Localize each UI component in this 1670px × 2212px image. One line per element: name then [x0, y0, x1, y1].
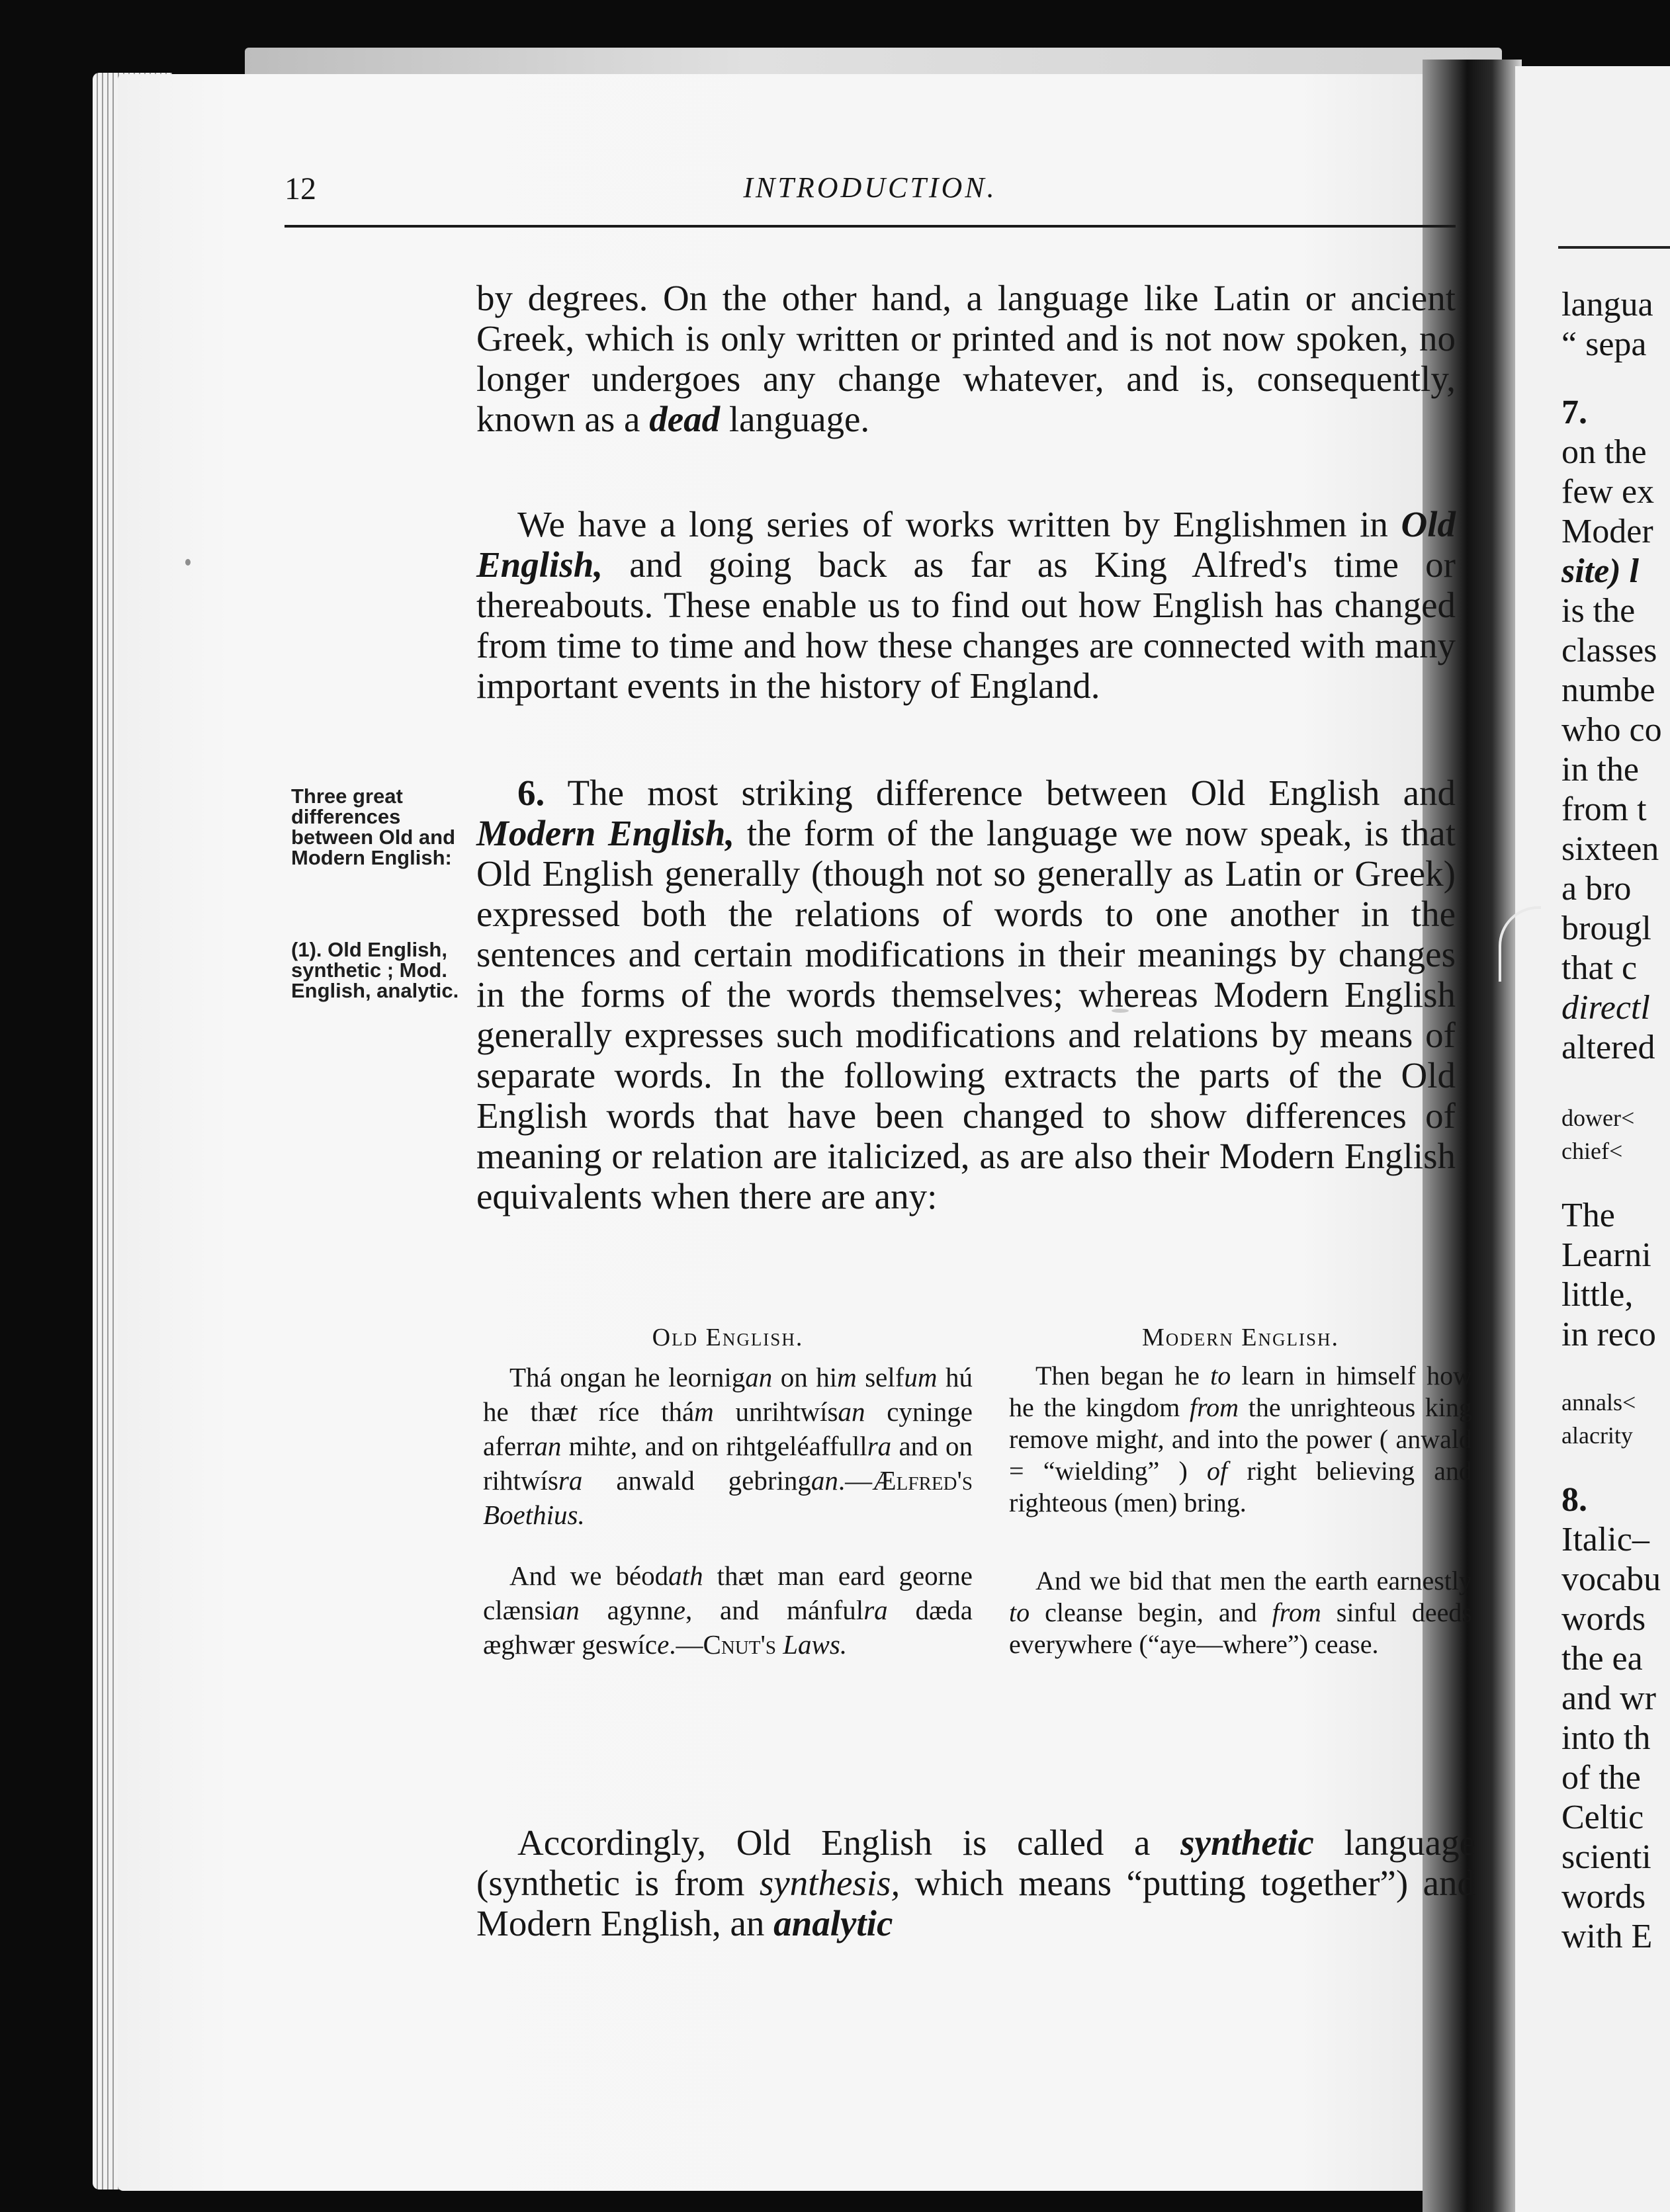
modern-english-passage-boethius: Then began he to learn in himself how he the kingdom from the unrighteous king remove might, and into the power ( anwald = “wielding” ) of right believing and righteous (men) bring. [1009, 1361, 1472, 1517]
text-run: Accordingly, Old English is called a [517, 1822, 1181, 1863]
right-page-line: in reco [1561, 1316, 1656, 1353]
right-page-line: The [1561, 1197, 1615, 1234]
right-page-line: altered [1561, 1029, 1655, 1066]
right-page-line: Learni [1561, 1236, 1651, 1274]
modern-english-passage-laws: And we bid that men the earth earnestly to cleanse begin, and from sinful deeds everywhere (“aye—where”) cease. [1009, 1566, 1472, 1659]
right-page-line: sixteen [1561, 830, 1659, 868]
text-run: We have a long series of works written by Englishmen in [517, 504, 1401, 544]
emphasis: synthesis, [759, 1863, 901, 1903]
right-page-line: on the [1561, 433, 1647, 471]
emphasis: synthetic [1180, 1822, 1314, 1863]
modern-english-heading: Modern English. [1142, 1324, 1339, 1351]
sidenote-synthetic-analytic [291, 939, 470, 1001]
text-run: language. [720, 399, 870, 439]
page-number: 12 [285, 171, 316, 206]
modern-english-column [1009, 1323, 1472, 1660]
text-run: language (synthetic is from [476, 1822, 1475, 1903]
sidenote-text: (1). Old English, synthetic ; Mod. English, analytic. [291, 938, 459, 1002]
old-english-heading: Old English. [652, 1324, 804, 1351]
right-page-line: words [1561, 1600, 1646, 1638]
right-page-line: site) l [1561, 552, 1639, 590]
text-run: the form of the language we now speak, is that Old English generally (though not so generally as Latin or Greek) expressed both the relations of words to one another in the sentences and certain modifications in their meanings by changes in the forms of the words themselves; whereas Modern English generally expresses such modifications and relations by means of separate words. In the following extracts the parts of the Old English words that have been changed to show differences of meaning or relation are italicized, as are also their Modern English equivalents when there are any: [476, 813, 1456, 1216]
right-page-line: directl [1561, 989, 1650, 1027]
right-page-line: chief< [1561, 1138, 1623, 1164]
text-run: by degrees. On the other hand, a language like Latin or ancient Greek, which is only written or printed and is not now spoken, no longer undergoes any change whatever, and is, consequently, known as a [476, 278, 1456, 439]
right-page-line: who co [1561, 711, 1662, 749]
old-english-passage-laws: And we béodath thæt man eard georne clænsian agynne, and mánfulra dæda æghwær geswíce.—Cnut's Laws. [483, 1560, 973, 1660]
right-page-line: in the [1561, 751, 1639, 788]
right-page-line: with E [1561, 1918, 1653, 1955]
right-page-line: Celtic [1561, 1799, 1644, 1836]
right-page-line: langua [1561, 286, 1653, 323]
right-page-line: that c [1561, 949, 1638, 987]
head-rule [285, 225, 1456, 228]
running-head-title: INTRODUCTION. [743, 171, 997, 204]
scan-speck [1112, 1009, 1129, 1013]
right-page-line: of the [1561, 1759, 1641, 1797]
scan-speck [185, 559, 191, 566]
running-head [285, 171, 1456, 210]
right-page-line: annals< [1561, 1389, 1636, 1416]
right-page-line: “ sepa [1561, 325, 1647, 363]
right-page-line: scienti [1561, 1838, 1651, 1876]
right-page-line: classes [1561, 632, 1657, 669]
right-page-line: from t [1561, 790, 1647, 828]
paragraph-1 [476, 278, 1456, 439]
right-page-line: few ex [1561, 473, 1655, 511]
old-english-column [483, 1323, 973, 1662]
section-number: 6. [517, 773, 545, 813]
sidenote-text: Three great differences between Old and Modern English: [291, 785, 456, 869]
emphasis: Old English, [476, 504, 1456, 585]
text-run: and going back as far as King Alfred's time or thereabouts. These enable us to find out how English has changed from time to time and how these changes are connected with many important events in the history of England. [476, 544, 1456, 706]
right-page-line: 7. [1561, 394, 1587, 431]
book-page-right [1515, 66, 1670, 2212]
right-page-line: the ea [1561, 1640, 1643, 1678]
right-page-line: Moder [1561, 513, 1653, 550]
right-page-line: alacrity [1561, 1422, 1633, 1449]
right-page-line: and wr [1561, 1680, 1656, 1717]
old-english-passage-boethius: Thá ongan he leornigan on him selfum hú he thæt ríce thám unrihtwísan cyninge aferran mihte, and on rihtgeléaffullra and on rihtwísra anwald gebringan.—Ælfred's Boethius. [483, 1362, 973, 1530]
right-page-head-rule [1558, 246, 1670, 249]
emphasis: analytic [773, 1903, 893, 1943]
paragraph-section-6 [476, 773, 1456, 1216]
paragraph-2 [476, 504, 1456, 706]
right-page-line: into th [1561, 1719, 1651, 1757]
right-page-line: little, [1561, 1276, 1634, 1314]
text-run: which means “putting together”) and Modern English, an [476, 1863, 1476, 1943]
right-page-line: brougl [1561, 910, 1651, 947]
right-page-line: a bro [1561, 870, 1632, 908]
right-page-line: is the [1561, 592, 1636, 630]
right-page-line: Italic– [1561, 1521, 1649, 1558]
right-page-line: numbe [1561, 671, 1655, 709]
emphasis: dead [649, 399, 721, 439]
paragraph-conclusion [476, 1822, 1475, 1943]
right-page-line: 8. [1561, 1481, 1587, 1519]
sidenote-differences [291, 786, 470, 868]
right-page-line: vocabu [1561, 1560, 1661, 1598]
right-page-line: words [1561, 1878, 1646, 1916]
text-run: The most striking difference between Old English and [545, 773, 1456, 813]
right-page-line: dower< [1561, 1105, 1635, 1131]
emphasis: Modern English, [476, 813, 735, 853]
